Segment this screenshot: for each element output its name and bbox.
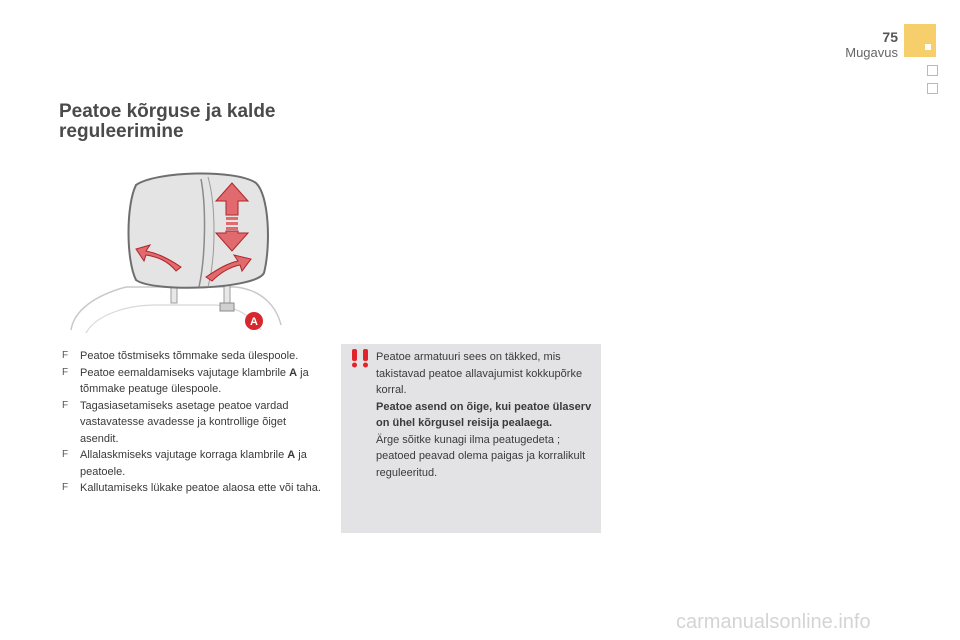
list-item <box>62 348 324 365</box>
list-item <box>62 447 324 480</box>
step-text: ja tõmmake peatuge ülespoole. <box>80 366 309 395</box>
warning-emphasis: Peatoe asend on õige, kui peatoe ülaserv on ühel kõrgusel reisija pealaega. <box>376 400 592 429</box>
list-item <box>62 480 324 497</box>
warning-text <box>376 349 596 481</box>
list-item <box>62 398 324 448</box>
warning-paragraph: Ärge sõitke kunagi ilma peatugedeta ; peatoed peavad olema paigas ja korralikult reguleeritud. <box>376 433 586 479</box>
step-clip-ref: A <box>287 449 296 461</box>
marker-a-label: A <box>250 316 258 328</box>
bullet-icon: F <box>62 399 69 411</box>
warning-paragraph: Peatoe armatuuri sees on täkked, mis takistavad peatoe allavajumist kokkupõrke korral. <box>376 351 583 396</box>
page-number: 75 <box>882 29 898 45</box>
list-item <box>62 365 324 398</box>
title-line-1: Peatoe kõrguse ja kalde <box>59 101 276 122</box>
instruction-list <box>62 348 324 497</box>
bullet-icon: F <box>62 350 69 361</box>
step-text: Tagasiasetamiseks asetage peatoe vardad vastavatesse avadesse ja kontrollige õiget asendit. <box>80 399 289 445</box>
step-text: Peatoe tõstmiseks tõmmake seda ülespoole. <box>80 350 299 362</box>
page-title <box>59 102 359 142</box>
chapter-tab[interactable] <box>904 24 936 57</box>
step-text: ja peatoele. <box>80 449 307 478</box>
page-nav-square-icon[interactable] <box>927 65 938 76</box>
warning-box <box>341 344 601 533</box>
bullet-icon: F <box>62 366 69 378</box>
step-clip-ref: A <box>289 366 298 379</box>
tab-marker-icon <box>925 44 931 50</box>
watermark: carmanualsonline.info <box>676 611 871 633</box>
step-text: Kallutamiseks lükake peatoe alaosa ette või taha. <box>80 482 321 494</box>
headrest-illustration <box>66 165 286 335</box>
title-line-2: reguleerimine <box>59 121 184 142</box>
bullet-icon: F <box>62 449 69 460</box>
section-name: Mugavus <box>845 45 898 60</box>
page-nav-square-icon[interactable] <box>927 83 938 94</box>
step-text: Peatoe eemaldamiseks vajutage klambrile <box>80 366 290 379</box>
exclamation-warning-icon <box>349 348 371 368</box>
step-text: Allalaskmiseks vajutage korraga klambrile <box>80 449 288 461</box>
bullet-icon: F <box>62 482 69 493</box>
